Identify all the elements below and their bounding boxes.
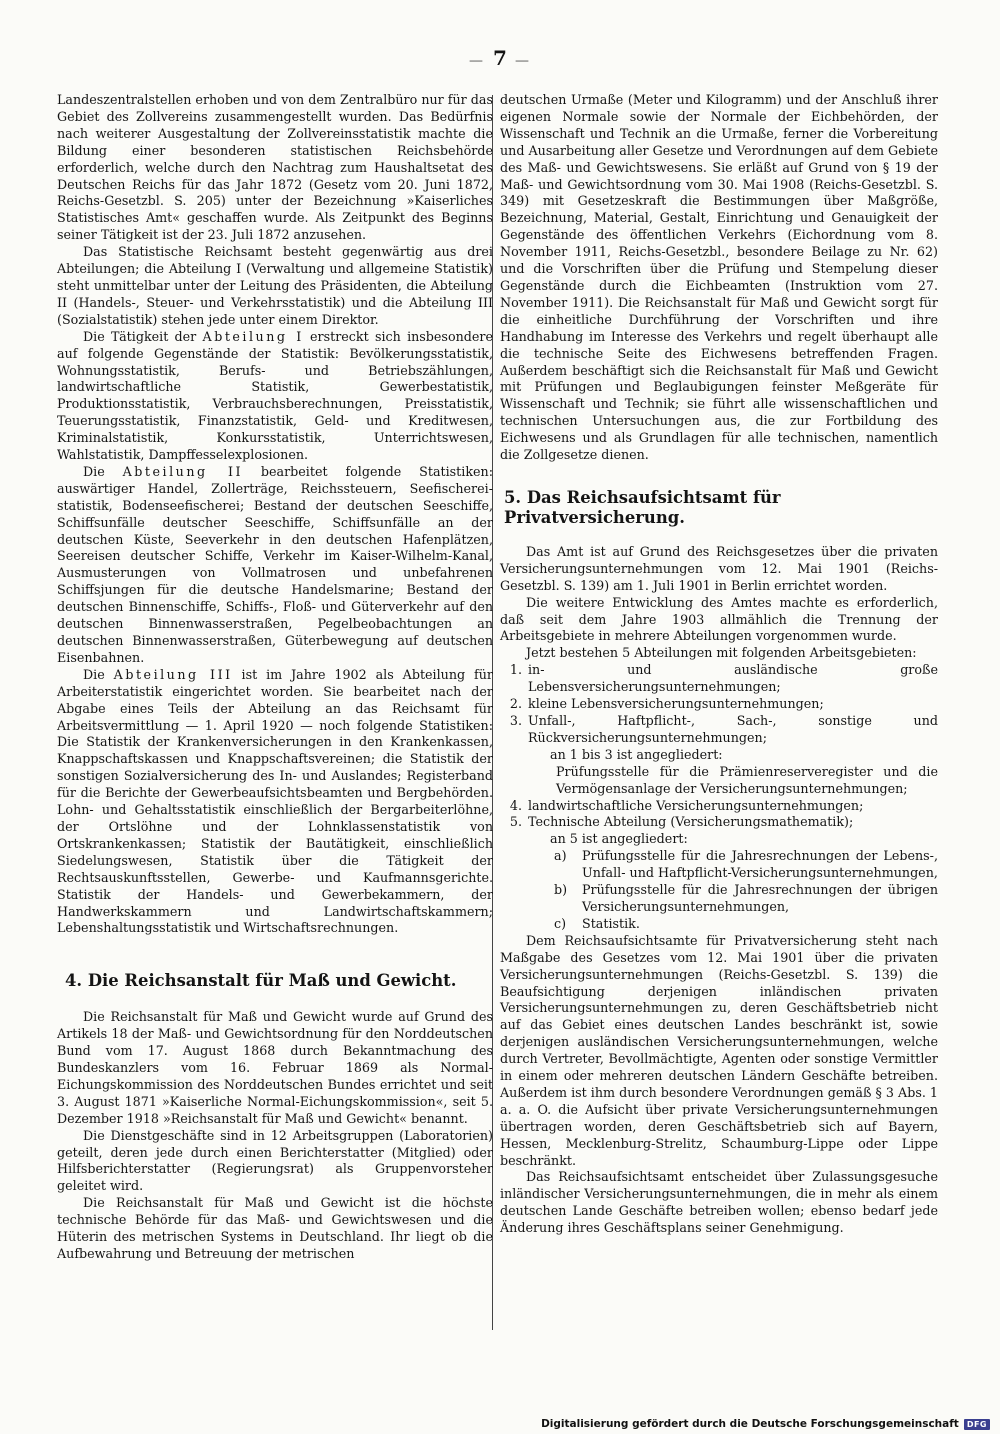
paragraph: Die Dienstgeschäfte sind in 12 Arbeitsgruppen (Laboratorien) geteilt, deren jede durch einen Berichterstatter (Mitglied) oder Hilfsberichterstatter (Regierungsrat) als Gruppenvorsteher geleitet wird. <box>57 1127 493 1194</box>
list-item <box>500 798 938 815</box>
text-run: Die <box>83 666 105 682</box>
right-column <box>500 92 938 1237</box>
list-number: 1. <box>509 662 522 678</box>
list-text: Unfall-, Haftpflicht-, Sach-, sonstige und Rückversicherungsunternehmungen; <box>528 713 938 745</box>
sub-list-text: Prüfungsstelle für die Jahresrechnungen der übrigen Versicherungsunternehmungen, <box>582 882 938 914</box>
text-run: erstreckt sich insbesondere auf folgende Gegenstände der Statistik: Bevölkerungsstatistik, Wohnungsstatistik, Berufs- und Betriebszählungen, landwirtschaftliche Statistik, Gewerbestatistik, Produktionsstatistik, Verbrauchsberechnungen, Preisstatistik, Teuerungsstatistik, Finanzstatistik, Geld- und Kreditwesen, Kriminalstatistik, Konkursstatistik, Unterrichtswesen, Wahlstatistik, Dampffesselexplosionen. <box>57 328 493 463</box>
paragraph: Landeszentralstellen erhoben und von dem Zentralbüro nur für das Gebiet des Zollvereins zusammengestellt wurden. Das Bedürfnis nach weiterer Ausgestaltung der Zollvereinsstatistik machte die Bildung einer besonderen statistischen Reichsbehörde erforderlich, welche durch den Nachtrag zum Haushaltsetat des Deutschen Reichs für das Jahr 1872 (Gesetz vom 20. Juni 1872, Reichs-Gesetzbl. S. 205) unter der Bezeichnung »Kaiserliches Statistisches Amt« geschaffen wurde. Als Zeitpunkt des Beginns seiner Tätigkeit ist der 23. Juli 1872 anzusehen. <box>57 92 493 243</box>
sub-list-item <box>500 882 938 916</box>
paragraph: Das Amt ist auf Grund des Reichsgesetzes über die privaten Versicherungsunternehmungen vom 12. Mai 1901 (Reichs-Gesetzbl. S. 139) am 1. Juli 1901 in Berlin errichtet worden. <box>500 543 938 593</box>
list-item <box>500 814 938 831</box>
paragraph <box>57 464 493 667</box>
sub-list-text: Prüfungsstelle für die Jahresrechnungen der Lebens-, Unfall- und Haftpflicht-Versicherungsunternehmungen, <box>582 848 938 881</box>
sub-list-item <box>500 916 938 933</box>
list-item <box>500 696 938 713</box>
list-item <box>500 662 938 696</box>
paragraph: Das Reichsaufsichtsamt entscheidet über Zulassungsgesuche inländischer Versicherungsunternehmungen, die in mehr als einem deutschen Lande Geschäfte betreiben wollen; ebenso bedarf jede Änderung ihres Geschäftsplans seiner Genehmigung. <box>500 1169 938 1236</box>
paragraph: deutschen Urmaße (Meter und Kilogramm) und der Anschluß ihrer eigenen Normale sowie der Normale der Eichbehörden, der Wissenschaft und Technik an die Urmaße, ferner die Vorbereitung und Ausarbeitung aller Gesetze und Verordnungen auf dem Gebiete des Maß- und Gewichtswesens. Sie erläßt auf Grund von § 19 der Maß- und Gewichtsordnung vom 30. Mai 1908 (Reichs-Gesetzbl. S. 349) mit Gesetzeskraft die Bestimmungen über Maßgröße, Bezeichnung, Material, Gestalt, Einrichtung und Genauigkeit der Gegenstände des öffentlichen Verkehrs (Eichordnung vom 8. November 1911, Reichs-Gesetzbl., besondere Beilage zu Nr. 62) und die Vorschriften über die Prüfung und Stempelung dieser Gegenstände durch die Eichbeamten (Instruktion vom 27. November 1911). Die Reichsanstalt für Maß und Gewicht sorgt für die einheitliche Durchführung der Vorschriften und ihre Handhabung im Interesse des Verkehrs und regelt überhaupt alle die technische Seite des Eichwesens betreffenden Fragen. Außerdem beschäftigt sich die Reichsanstalt für Maß und Gewicht mit Prüfungen und Beglaubigungen feinster Meßgeräte für Wissenschaft und Technik; sie führt alle wissenschaftlichen und technischen Untersuchungen aus, die zur Fortbildung des Eichwesens und als Grundlagen für alle technischen, namentlich die Zollgesetze dienen. <box>500 92 938 463</box>
page-number-dash-left: — <box>469 53 486 69</box>
list-text: Technische Abteilung (Versicherungsmathematik); <box>528 814 854 830</box>
section-heading-5: 5. Das Reichsaufsichtsamt für Privatversicherung. <box>504 487 781 527</box>
text-run: Die Tätigkeit der <box>83 328 197 344</box>
page-number-dash-right: — <box>514 53 531 69</box>
department-list <box>500 662 938 747</box>
paragraph: Das Statistische Reichsamt besteht gegenwärtig aus drei Abteilungen; die Abteilung I (Verwaltung und allgemeine Statistik) steht unmittelbar unter der Leitung des Präsidenten, die Abteilung II (Handels-, Steuer- und Verkehrsstatistik) und die Abteilung III (Sozialstatistik) stehen jede unter einem Direktor. <box>57 244 493 327</box>
paragraph: Die weitere Entwicklung des Amtes machte es erforderlich, daß seit dem Jahre 1903 allmählich die Trennung der Arbeitsgebiete in mehrere Abteilungen vorgenommen wurde. <box>500 594 938 644</box>
section-heading-4: 4. Die Reichsanstalt für Maß und Gewicht. <box>65 971 457 991</box>
list-number: 5. <box>509 814 522 830</box>
list-number: 3. <box>509 713 522 728</box>
sub-list-letter: b) <box>554 882 568 898</box>
text-run: bearbeitet folgende Statistiken: auswärtiger Handel, Zollerträge, Reichssteuern, Seefischereistatistik, Bodenseefischerei; Bestand der deutschen Seeschiffe, Schiffsunfälle deutscher Seeschiffe, Schiffsunfälle an der deutschen Küste, Seeverkehr in den deutschen Hafenplätzen, Seereisen deutscher Schiffe, Verkehr im Kaiser-Wilhelm-Kanal, Ausmusterungen von Vollmatrosen und unbefahrenen Schiffsjungen für die deutsche Handelsmarine; Bestand der deutschen Binnenschiffe, Schiffs-, Floß- und Güterverkehr auf den deutschen Binnenwasserstraßen, Pegelbeobachtungen an deutschen Binnenwasserstraßen, Güterbewegung auf deutschen Eisenbahnen. <box>57 463 493 665</box>
sub-list <box>500 848 938 933</box>
page-number-value: 7 <box>493 46 507 70</box>
list-text: in- und ausländische große Lebensversicherungsunternehmungen; <box>528 662 938 695</box>
sub-list-letter: a) <box>554 848 567 864</box>
paragraph <box>57 329 493 464</box>
paragraph: Die Reichsanstalt für Maß und Gewicht wurde auf Grund des Artikels 18 der Maß- und Gewichtsordnung für den Norddeutschen Bund vom 17. August 1868 durch Bekanntmachung des Bundeskanzlers vom 16. Februar 1869 als Normal-Eichungskommission des Norddeutschen Bundes errichtet und seit 3. August 1871 »Kaiserliche Normal-Eichungskommission«, seit 5. Dezember 1918 »Reichsanstalt für Maß und Gewicht« benannt. <box>57 1009 493 1126</box>
dfg-logo-icon: DFG <box>964 1419 990 1430</box>
list-number: 2. <box>509 696 522 712</box>
list-text: landwirtschaftliche Versicherungsunternehmungen; <box>528 797 864 813</box>
text-run: ist im Jahre 1902 als Abteilung für Arbeiterstatistik eingerichtet worden. Sie bearbeitet nach der Abgabe eines Teils der Abteilung an das Reichsamt für Arbeitsvermittlung — 1. April 1920 — noch folgende Statistiken: Die Statistik der Krankenversicherungen in den Krankenkassen, Knappschaftskassen und Knappschaftsvereinen; die Statistik der sonstigen Sozialversicherung des In- und Auslandes; Registerband für die Berichte der Gewerbeaufsichtsbeamten und Bergbehörden. Lohn- und Gehaltsstatistik einschließlich der Bergarbeiterlöhne, der Ortslöhne und der Lohnklassenstatistik von Ortskrankenkassen; Statistik der Bautätigkeit, einschließlich Siedelungswesen, Statistik über die Tätigkeit der Rechtsauskunftsstellen, Gewerbe- und Kaufmannsgerichte. Statistik der Handels- und Gewerbekammern, der Handwerkskammern und Landwirtschaftskammern; Lebenshaltungsstatistik und Wirtschaftsrechnungen. <box>57 666 493 936</box>
sub-list-item <box>500 848 938 882</box>
spaced-term: Abteilung III <box>113 666 233 682</box>
attached-note-1-3: an 1 bis 3 ist angegliedert: <box>550 746 723 762</box>
attached-body-1-3: Prüfungsstelle für die Prämienreserveregister und die Vermögensanlage der Versicherungsunternehmungen; <box>556 763 938 796</box>
left-column <box>57 92 493 1263</box>
spaced-term: Abteilung I <box>202 328 304 344</box>
paragraph: Die Reichsanstalt für Maß und Gewicht ist die höchste technische Behörde für das Maß- und Gewichtswesen und die Hüterin des metrischen Systems in Deutschland. Ihr liegt ob die Aufbewahrung und Betreuung der metrischen <box>57 1195 493 1261</box>
paragraph: Dem Reichsaufsichtsamte für Privatversicherung steht nach Maßgabe des Gesetzes vom 12. Mai 1901 über die privaten Versicherungsunternehmungen (Reichs-Gesetzbl. S. 139) die Beaufsichtigung derjenigen inländischen privaten Versicherungsunternehmungen zu, deren Geschäftsbetrieb nicht auf das Gebiet eines deutschen Landes beschränkt ist, sowie derjenigen ausländischen Versicherungsunternehmungen, welche durch Vertreter, Bevollmächtigte, Agenten oder sonstige Vermittler in einem oder mehreren deutschen Ländern Geschäfte betreiben. Außerdem ist ihm durch besondere Verordnungen gemäß § 3 Abs. 1 a. a. O. die Aufsicht über private Versicherungsunternehmungen übertragen worden, deren Geschäftsbetrieb sich auf Bayern, Hessen, Mecklenburg-Strelitz, Schaumburg-Lippe oder Lippe beschränkt. <box>500 932 938 1168</box>
sub-list-text: Statistik. <box>582 915 640 931</box>
list-number: 4. <box>509 797 522 813</box>
list-text: kleine Lebensversicherungsunternehmungen; <box>528 696 824 712</box>
sub-list-letter: c) <box>554 915 567 931</box>
text-run: Die <box>83 463 105 479</box>
paragraph <box>57 667 493 938</box>
page-number <box>0 46 1000 70</box>
digitization-footer <box>541 1418 990 1430</box>
attached-note-5: an 5 ist angegliedert: <box>550 831 688 847</box>
paragraph: Jetzt bestehen 5 Abteilungen mit folgenden Arbeitsgebieten: <box>526 645 917 661</box>
list-item <box>500 713 938 747</box>
department-list-continued <box>500 798 938 832</box>
footer-text: Digitalisierung gefördert durch die Deutsche Forschungsgemeinschaft <box>541 1418 959 1430</box>
spaced-term: Abteilung II <box>122 463 244 479</box>
